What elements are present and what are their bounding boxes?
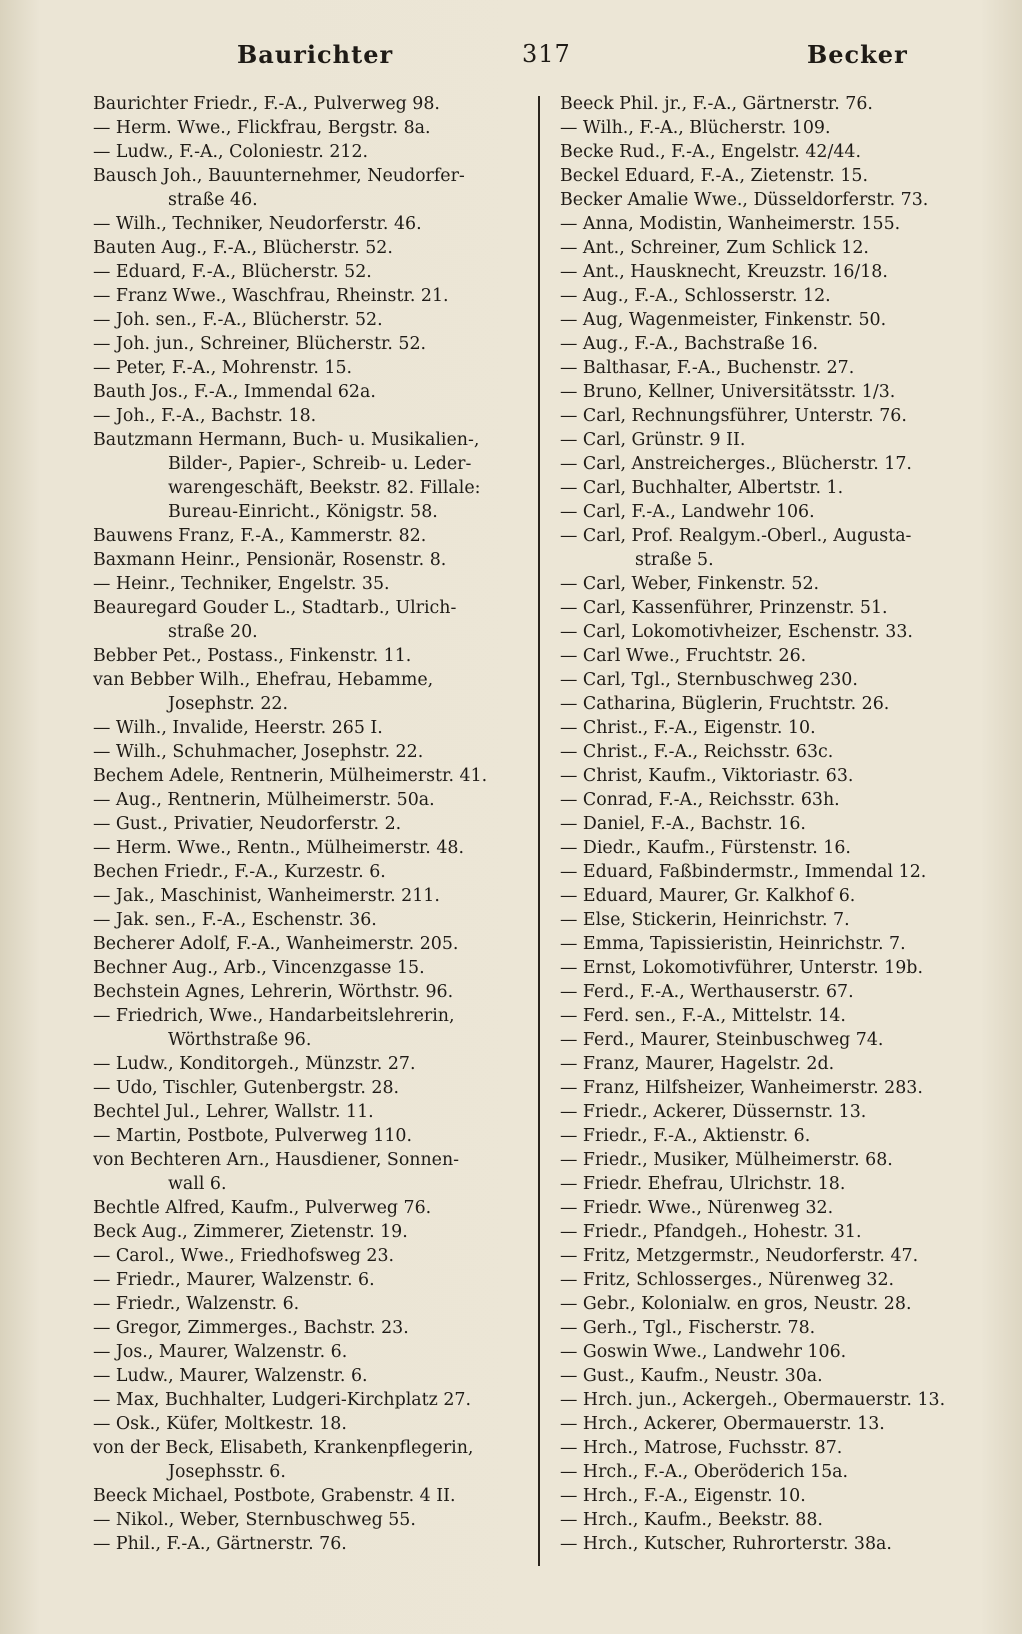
directory-entry: Bechner Aug., Arb., Vincenzgasse 15. [93, 958, 425, 978]
entry-continuation-line: straße 20. [168, 622, 258, 642]
directory-entry: — Wilh., Techniker, Neudorferstr. 46. [93, 214, 422, 234]
directory-entry: Bechen Friedr., F.-A., Kurzestr. 6. [93, 862, 386, 882]
directory-entry: — Catharina, Büglerin, Fruchtstr. 26. [560, 694, 890, 714]
directory-entry: Bechstein Agnes, Lehrerin, Wörthstr. 96. [93, 982, 454, 1002]
right-column [560, 92, 992, 1556]
directory-entry: — Aug., F.-A., Schlosserstr. 12. [560, 286, 831, 306]
directory-entry: — Wilh., Schuhmacher, Josephstr. 22. [93, 742, 424, 762]
directory-entry: — Joh. jun., Schreiner, Blücherstr. 52. [93, 334, 427, 354]
directory-entry: — Jak. sen., F.-A., Eschenstr. 36. [93, 910, 377, 930]
directory-entry: — Hrch., Kaufm., Beekstr. 88. [560, 1510, 823, 1530]
entry-continuation-line: straße 46. [168, 190, 258, 210]
directory-entry: Becke Rud., F.-A., Engelstr. 42/44. [560, 142, 861, 162]
directory-entry: — Nikol., Weber, Sternbuschweg 55. [93, 1510, 416, 1530]
directory-entry: — Carl, Grünstr. 9 II. [560, 430, 746, 450]
directory-entry: — Carl, Weber, Finkenstr. 52. [560, 574, 820, 594]
directory-entry: — Gregor, Zimmerges., Bachstr. 23. [93, 1318, 409, 1338]
directory-entry: Becherer Adolf, F.-A., Wanheimerstr. 205. [93, 934, 459, 954]
directory-entry: Bauth Jos., F.-A., Immendal 62a. [93, 382, 376, 402]
directory-entry: Bechtle Alfred, Kaufm., Pulverweg 76. [93, 1198, 432, 1218]
directory-entry: — Ludw., Maurer, Walzenstr. 6. [93, 1366, 368, 1386]
entry-continuation-line: Josephstr. 22. [168, 694, 289, 714]
directory-entry: Bechem Adele, Rentnerin, Mülheimerstr. 41. [93, 766, 488, 786]
directory-entry: — Ferd., F.-A., Werthauserstr. 67. [560, 982, 854, 1002]
header-left-word: Baurichter [237, 40, 394, 69]
directory-entry: — Hrch., F.-A., Eigenstr. 10. [560, 1486, 806, 1506]
directory-entry: — Carl, Buchhalter, Albertstr. 1. [560, 478, 844, 498]
directory-entry: — Friedr., Walzenstr. 6. [93, 1294, 300, 1314]
directory-entry: — Aug., F.-A., Bachstraße 16. [560, 334, 819, 354]
directory-entry: Baurichter Friedr., F.-A., Pulverweg 98. [93, 94, 440, 114]
directory-entry: — Goswin Wwe., Landwehr 106. [560, 1342, 847, 1362]
directory-entry: von Bechteren Arn., Hausdiener, Sonnen- [93, 1150, 460, 1170]
directory-entry: — Emma, Tapissieristin, Heinrichstr. 7. [560, 934, 906, 954]
directory-entry: — Martin, Postbote, Pulverweg 110. [93, 1126, 412, 1146]
directory-entry: — Udo, Tischler, Gutenbergstr. 28. [93, 1078, 400, 1098]
directory-entry: — Christ., F.-A., Reichsstr. 63c. [560, 742, 834, 762]
directory-entry: — Hrch., F.-A., Oberöderich 15a. [560, 1462, 849, 1482]
directory-entry: — Conrad, F.-A., Reichsstr. 63h. [560, 790, 840, 810]
directory-entry: Bausch Joh., Bauunternehmer, Neudorfer- [93, 166, 465, 186]
directory-entry: — Jak., Maschinist, Wanheimerstr. 211. [93, 886, 440, 906]
directory-entry: — Ant., Schreiner, Zum Schlick 12. [560, 238, 869, 258]
entry-continuation-line: wall 6. [168, 1174, 227, 1194]
directory-entry: Bauwens Franz, F.-A., Kammerstr. 82. [93, 526, 427, 546]
directory-entry: — Friedr., Ackerer, Düssernstr. 13. [560, 1102, 867, 1122]
directory-entry: — Christ., F.-A., Eigenstr. 10. [560, 718, 816, 738]
left-column [93, 92, 525, 1556]
directory-entry: — Ant., Hausknecht, Kreuzstr. 16/18. [560, 262, 888, 282]
directory-entry: Becker Amalie Wwe., Düsseldorferstr. 73. [560, 190, 929, 210]
directory-entry: — Anna, Modistin, Wanheimerstr. 155. [560, 214, 901, 234]
directory-entry: — Diedr., Kaufm., Fürstenstr. 16. [560, 838, 851, 858]
directory-entry: — Herm. Wwe., Rentn., Mülheimerstr. 48. [93, 838, 464, 858]
directory-entry: — Fritz, Schlosserges., Nürenweg 32. [560, 1270, 895, 1290]
directory-entry: — Aug, Wagenmeister, Finkenstr. 50. [560, 310, 887, 330]
entry-continuation-line: straße 5. [635, 550, 714, 570]
directory-entry: — Carl, Anstreicherges., Blücherstr. 17. [560, 454, 912, 474]
directory-entry: — Ludw., F.-A., Coloniestr. 212. [93, 142, 369, 162]
page-header [92, 40, 972, 76]
entry-continuation-line: Bureau-Einricht., Königstr. 58. [168, 502, 438, 522]
directory-entry: — Friedr., F.-A., Aktienstr. 6. [560, 1126, 811, 1146]
directory-entry: — Carl, Prof. Realgym.-Oberl., Augusta- [560, 526, 912, 546]
directory-entry: Beckel Eduard, F.-A., Zietenstr. 15. [560, 166, 868, 186]
directory-entry: — Friedr., Maurer, Walzenstr. 6. [93, 1270, 375, 1290]
directory-entry: Bebber Pet., Postass., Finkenstr. 11. [93, 646, 412, 666]
directory-entry: — Gebr., Kolonialw. en gros, Neustr. 28. [560, 1294, 912, 1314]
directory-entry: — Ludw., Konditorgeh., Münzstr. 27. [93, 1054, 416, 1074]
directory-entry: — Fritz, Metzgermstr., Neudorferstr. 47. [560, 1246, 919, 1266]
directory-entry: — Carl, Kassenführer, Prinzenstr. 51. [560, 598, 888, 618]
directory-entry: — Heinr., Techniker, Engelstr. 35. [93, 574, 390, 594]
directory-entry: — Balthasar, F.-A., Buchenstr. 27. [560, 358, 855, 378]
directory-entry: — Christ, Kaufm., Viktoriastr. 63. [560, 766, 854, 786]
directory-entry: — Hrch., Matrose, Fuchsstr. 87. [560, 1438, 843, 1458]
directory-entry: — Friedr. Ehefrau, Ulrichstr. 18. [560, 1174, 846, 1194]
entry-continuation-line: warengeschäft, Beekstr. 82. Fillale: [168, 478, 481, 498]
directory-entry: — Franz, Maurer, Hagelstr. 2d. [560, 1054, 835, 1074]
directory-entry: van Bebber Wilh., Ehefrau, Hebamme, [93, 670, 434, 690]
directory-entry: von der Beck, Elisabeth, Krankenpflegerin, [93, 1438, 474, 1458]
directory-entry: — Carl, Lokomotivheizer, Eschenstr. 33. [560, 622, 913, 642]
directory-entry: — Gust., Kaufm., Neustr. 30a. [560, 1366, 823, 1386]
directory-entry: — Wilh., F.-A., Blücherstr. 109. [560, 118, 831, 138]
directory-entry: — Friedr., Musiker, Mülheimerstr. 68. [560, 1150, 893, 1170]
directory-entry: — Carl Wwe., Fruchtstr. 26. [560, 646, 807, 666]
directory-entry: — Ferd., Maurer, Steinbuschweg 74. [560, 1030, 884, 1050]
directory-entry: — Franz Wwe., Waschfrau, Rheinstr. 21. [93, 286, 449, 306]
directory-entry: — Joh. sen., F.-A., Blücherstr. 52. [93, 310, 383, 330]
column-divider [538, 96, 540, 1566]
directory-entry: Bechtel Jul., Lehrer, Wallstr. 11. [93, 1102, 374, 1122]
directory-entry: — Wilh., Invalide, Heerstr. 265 I. [93, 718, 383, 738]
entry-continuation-line: Wörthstraße 96. [168, 1030, 312, 1050]
directory-entry: — Hrch. jun., Ackergeh., Obermauerstr. 13. [560, 1390, 946, 1410]
directory-entry: — Joh., F.-A., Bachstr. 18. [93, 406, 317, 426]
directory-entry: — Eduard, Faßbindermstr., Immendal 12. [560, 862, 927, 882]
directory-entry: — Daniel, F.-A., Bachstr. 16. [560, 814, 806, 834]
entry-continuation-line: Josephsstr. 6. [168, 1462, 286, 1482]
directory-entry: Bauten Aug., F.-A., Blücherstr. 52. [93, 238, 393, 258]
entry-continuation-line: Bilder-, Papier-, Schreib- u. Leder- [168, 454, 472, 474]
directory-entry: Baxmann Heinr., Pensionär, Rosenstr. 8. [93, 550, 447, 570]
directory-entry: — Friedr. Wwe., Nürenweg 32. [560, 1198, 834, 1218]
directory-entry: Beeck Michael, Postbote, Grabenstr. 4 II. [93, 1486, 456, 1506]
directory-entry: — Friedr., Pfandgeh., Hohestr. 31. [560, 1222, 862, 1242]
directory-entry: — Carl, F.-A., Landwehr 106. [560, 502, 815, 522]
directory-entry: — Phil., F.-A., Gärtnerstr. 76. [93, 1534, 347, 1554]
directory-entry: — Hrch., Kutscher, Ruhrorterstr. 38a. [560, 1534, 892, 1554]
directory-entry: — Herm. Wwe., Flickfrau, Bergstr. 8a. [93, 118, 431, 138]
directory-entry: Beck Aug., Zimmerer, Zietenstr. 19. [93, 1222, 408, 1242]
directory-entry: — Ferd. sen., F.-A., Mittelstr. 14. [560, 1006, 846, 1026]
directory-entry: — Max, Buchhalter, Ludgeri-Kirchplatz 27. [93, 1390, 472, 1410]
directory-entry: — Friedrich, Wwe., Handarbeitslehrerin, [93, 1006, 455, 1026]
directory-entry: — Else, Stickerin, Heinrichstr. 7. [560, 910, 850, 930]
directory-entry: — Gust., Privatier, Neudorferstr. 2. [93, 814, 402, 834]
directory-entry: — Eduard, Maurer, Gr. Kalkhof 6. [560, 886, 856, 906]
directory-entry: Beeck Phil. jr., F.-A., Gärtnerstr. 76. [560, 94, 873, 114]
directory-entry: Bautzmann Hermann, Buch- u. Musikalien-, [93, 430, 480, 450]
directory-entry: — Aug., Rentnerin, Mülheimerstr. 50a. [93, 790, 435, 810]
directory-entry: — Carl, Tgl., Sternbuschweg 230. [560, 670, 858, 690]
directory-entry: — Bruno, Kellner, Universitätsstr. 1/3. [560, 382, 896, 402]
directory-entry: — Jos., Maurer, Walzenstr. 6. [93, 1342, 348, 1362]
directory-entry: — Gerh., Tgl., Fischerstr. 78. [560, 1318, 816, 1338]
directory-entry: Beauregard Gouder L., Stadtarb., Ulrich- [93, 598, 457, 618]
header-right-word: Becker [807, 40, 908, 69]
directory-entry: — Carl, Rechnungsführer, Unterstr. 76. [560, 406, 907, 426]
page-number: 317 [522, 40, 571, 68]
directory-entry: — Franz, Hilfsheizer, Wanheimerstr. 283. [560, 1078, 923, 1098]
directory-entry: — Carol., Wwe., Friedhofsweg 23. [93, 1246, 395, 1266]
directory-entry: — Peter, F.-A., Mohrenstr. 15. [93, 358, 353, 378]
directory-entry: — Eduard, F.-A., Blücherstr. 52. [93, 262, 372, 282]
directory-entry: — Hrch., Ackerer, Obermauerstr. 13. [560, 1414, 885, 1434]
directory-entry: — Osk., Küfer, Moltkestr. 18. [93, 1414, 347, 1434]
directory-entry: — Ernst, Lokomotivführer, Unterstr. 19b. [560, 958, 923, 978]
